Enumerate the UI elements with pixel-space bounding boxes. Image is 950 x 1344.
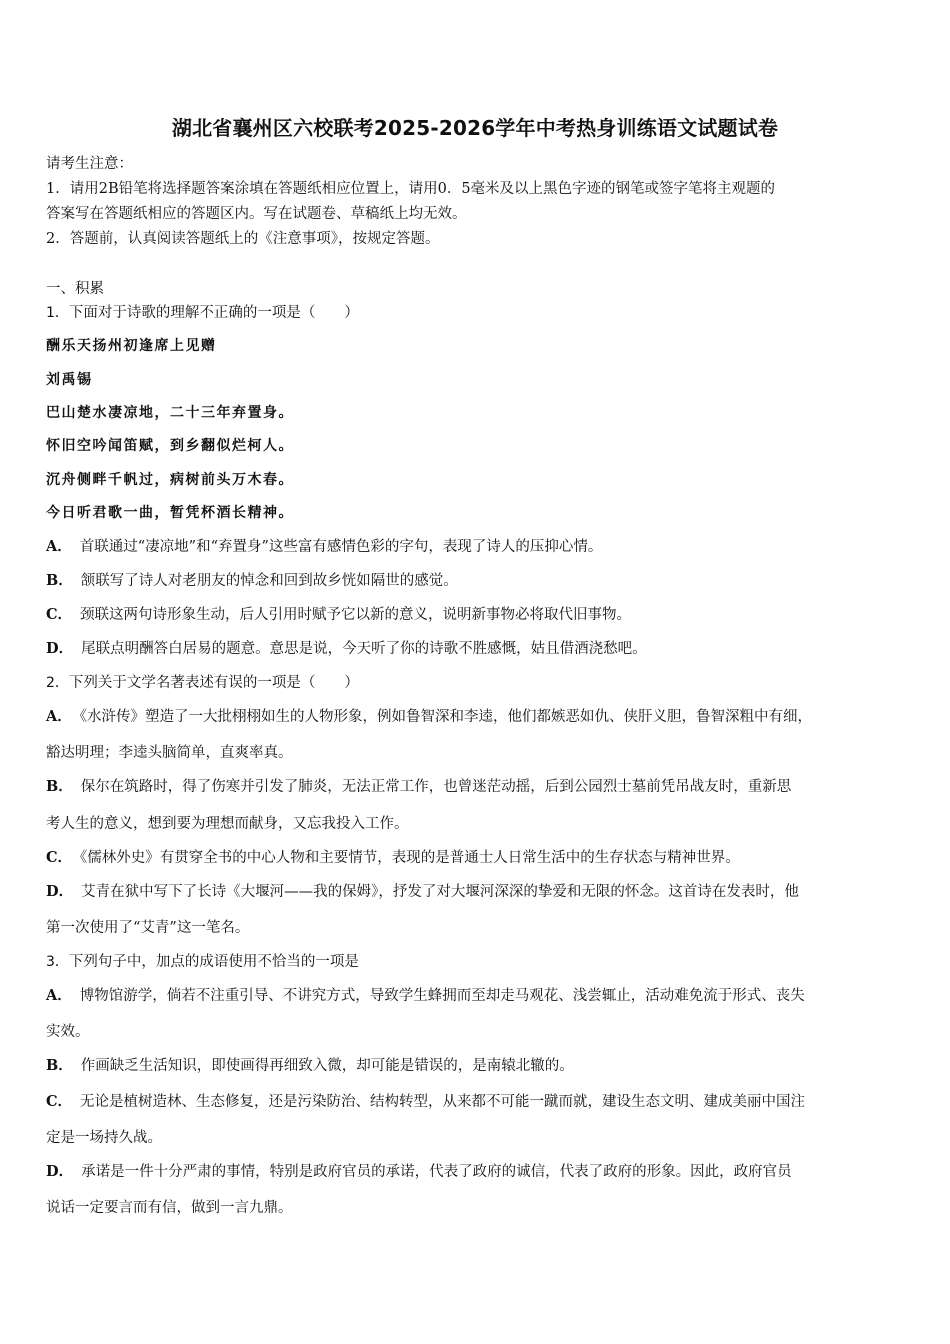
q3-option-a-cont: 实效。 — [46, 1024, 90, 1040]
q2-option-b: B． 保尔在筑路时，得了伤寒并引发了肺炎，无法正常工作，也曾迷茫动摇，后到公园烈士墓前凭吊战友时，重新思 — [46, 778, 792, 795]
poem-line: 今日听君歌一曲，暂凭杯酒长精神。 — [46, 505, 294, 521]
notice-line-1: 1．请用2B铅笔将选择题答案涂填在答题纸相应位置上，请用0．5毫米及以上黑色字迹的钢笔或签字笔将主观题的 — [46, 181, 776, 197]
question-number: 3． — [46, 954, 69, 970]
notice-line-3: 2．答题前，认真阅读答题纸上的《注意事项》，按规定答题。 — [46, 231, 440, 247]
q1-option-d: D． 尾联点明酬答白居易的题意。意思是说，今天听了你的诗歌不胜感慨，姑且借酒浇愁吧。 — [46, 640, 647, 657]
notice-heading: 请考生注意： — [46, 156, 133, 172]
poem-author: 刘禹锡 — [46, 372, 93, 388]
poem-line: 巴山楚水凄凉地，二十三年弃置身。 — [46, 405, 294, 421]
question-number: 1． — [46, 305, 69, 321]
question-text: 下面对于诗歌的理解不正确的一项是（ ） — [68, 305, 359, 321]
poem-line: 沉舟侧畔千帆过，病树前头万木春。 — [46, 472, 294, 488]
q2-option-c: C． 《儒林外史》有贯穿全书的中心人物和主要情节，表现的是普通士人日常生活中的生存状态与精神世界。 — [46, 849, 740, 866]
q3-option-d-cont: 说话一定要言而有信，做到一言九鼎。 — [46, 1200, 293, 1216]
q3-option-d: D． 承诺是一件十分严肃的事情，特别是政府官员的承诺，代表了政府的诚信，代表了政府的形象。因此，政府官员 — [46, 1163, 792, 1180]
question-text: 下列关于文学名著表述有误的一项是（ ） — [68, 675, 359, 691]
q2-option-b-cont: 考人生的意义，想到要为理想而献身，又忘我投入工作。 — [46, 816, 409, 832]
question-1-stem — [46, 301, 359, 322]
q3-option-c-cont: 定是一场持久战。 — [46, 1130, 162, 1146]
q3-option-a: A． 博物馆游学，倘若不注重引导、不讲究方式，导致学生蜂拥而至却走马观花、浅尝辄止，活动难免流于形式、丧失 — [46, 987, 805, 1004]
question-number: 2． — [46, 675, 69, 691]
question-3-stem — [46, 950, 359, 971]
question-text: 下列句子中，加点的成语使用不恰当的一项是 — [68, 954, 359, 970]
question-2-stem — [46, 671, 359, 692]
poem-line: 怀旧空吟闻笛赋，到乡翻似烂柯人。 — [46, 438, 294, 454]
q3-option-c: C． 无论是植树造林、生态修复，还是污染防治、结构转型，从来都不可能一蹴而就，建设生态文明、建成美丽中国注 — [46, 1093, 806, 1110]
q1-option-c: C． 颈联这两句诗形象生动，后人引用时赋予它以新的意义，说明新事物必将取代旧事物。 — [46, 606, 632, 623]
poem-title: 酬乐天扬州初逢席上见赠 — [46, 338, 217, 354]
q1-option-a: A． 首联通过“凄凉地”和“弃置身”这些富有感情色彩的字句，表现了诗人的压抑心情。 — [46, 538, 603, 555]
exam-title: 湖北省襄州区六校联考2025-2026学年中考热身训练语文试题试卷 — [171, 116, 779, 140]
q2-option-d-cont: 第一次使用了“艾青”这一笔名。 — [46, 920, 250, 936]
q3-option-b: B． 作画缺乏生活知识，即使画得再细致入微，却可能是错误的，是南辕北辙的。 — [46, 1057, 574, 1074]
q2-option-a-cont: 豁达明理；李逵头脑简单，直爽率真。 — [46, 745, 293, 761]
q2-option-a: A． 《水浒传》塑造了一大批栩栩如生的人物形象，例如鲁智深和李逵，他们都嫉恶如仇、侠肝义胆，鲁智深粗中有细， — [46, 708, 813, 725]
q2-option-d: D． 艾青在狱中写下了长诗《大堰河——我的保姆》，抒发了对大堰河深深的挚爱和无限的怀念。这首诗在发表时，他 — [46, 883, 799, 900]
section-heading: 一、积累 — [46, 281, 104, 297]
q1-option-b: B． 颔联写了诗人对老朋友的悼念和回到故乡恍如隔世的感觉。 — [46, 572, 458, 589]
notice-line-2: 答案写在答题纸相应的答题区内。写在试题卷、草稿纸上均无效。 — [46, 206, 467, 222]
